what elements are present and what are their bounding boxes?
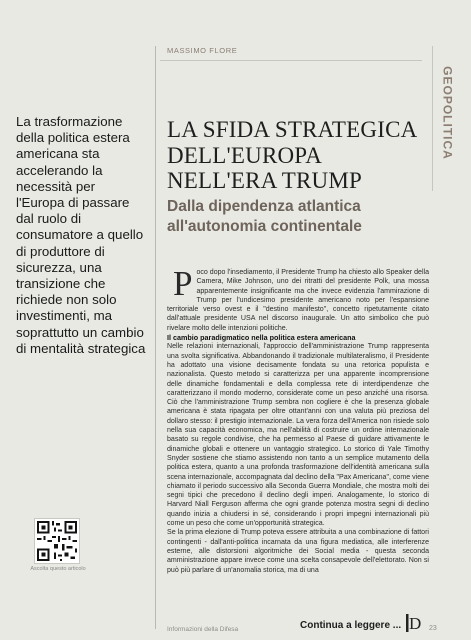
intro-text: oco dopo l'insediamento, il Presidente Trump ha chiesto allo Speaker della Camera, Mike Johnson, uno dei ritratti del presidente Polk, una mossa apparentemente insignificante ma che invece evidenzia l'ammirazione di Trump per l'undicesimo presidente americano noto per l'espansione territoriale verso ovest e il "destino manifesto", concetto ripetutamente citato dall'attuale presidente USA nel discorso inaugurale. Un atto simbolico che può rivelare molto delle intenzioni politiche. [167, 269, 429, 332]
qr-caption: Ascolta questo articolo [30, 566, 86, 572]
column-divider [155, 46, 156, 629]
body-paragraph: Se la prima elezione di Trump poteva essere attribuita a una combinazione di fattori contingenti - dall'anti-politica incarnata da una figura mediatica, alle interferenze esterne, alle distorsioni algoritmiche dei Social media - questa seconda amministrazione appare invece come una scelta consapevole dell'elettorato. Non si può più parlare di un'anomalia storica, ma di una [167, 529, 429, 574]
section-label: GEOPOLITICA [440, 66, 455, 160]
page-number: 23 [429, 625, 437, 632]
article-subtitle: Dalla dipendenza atlantica all'autonomia continentale [167, 198, 362, 235]
svg-text:D: D [409, 614, 422, 632]
intro-paragraph [167, 264, 429, 333]
header-rule [160, 60, 422, 61]
article-body [167, 264, 429, 575]
publication-name: Informazioni della Difesa [167, 626, 239, 633]
drop-cap: P [173, 264, 193, 303]
pull-quote: La trasformazione della politica estera americana sta accelerando la necessità per l'Europa di passare dal ruolo di consumatore a quello di produttore di sicurezza, una transizione che richiede non solo investimenti, ma soprattutto un cambio di mentalità strategica [16, 114, 146, 356]
qr-code[interactable] [34, 518, 80, 564]
article-title: LA SFIDA STRATEGICA DELL'EUROPA NELL'ERA TRUMP [167, 117, 417, 193]
author-name: MASSIMO FLORE [167, 46, 238, 55]
body-paragraph: Nelle relazioni internazionali, l'approccio dell'amministrazione Trump rappresenta una svolta significativa. Abbandonando il tradizionale multilateralismo, il Presidente ha adottato una visione decisamente fondata su una retorica populista e nazionalista. Questo metodo si caratterizza per una apparente incomprensione delle dinamiche fondamentali e della complessa rete di interdipendenze che caratterizzano il mondo moderno, considerate come un peso anziché una risorsa. Ciò che l'amministrazione Trump sembra non cogliere è che la presenza globale americana è stata ripagata per oltre ottant'anni con una valuta più preziosa del dollaro stesso: il prestigio internazionale. La vera forza dell'America non risiede solo nella sua capacità economica, ma nell'abilità di costruire un ordine internazionale basato su regole condivise, che ha permesso al Paese di guidare attivamente le dinamiche globali e ottenere un vantaggio strategico. Lo storico di Yale Timothy Snyder sostiene che stiamo assistendo non tanto a un semplice mutamento della politica estera, quanto a una profonda trasformazione dell'identità americana sulla scena internazionale, accompagnata dal declino della "Pax Americana", come viene chiamato il periodo successivo alla Seconda Guerra Mondiale, che mostra molti dei segni tipici che precedono il declino degli imperi. Analogamente, lo storico di Harvard Niall Ferguson afferma che ogni grande potenza mostra segni di declino quando inizia a chiudersi in sé, considerando i propri impegni internazionali più come un peso che come un'opportunità strategica. [167, 343, 429, 528]
section-tag [432, 46, 453, 191]
magazine-logo-icon [406, 614, 422, 632]
article-subhead: Il cambio paradigmatico nella politica estera americana [167, 333, 356, 343]
continue-reading-link[interactable]: Continua a leggere ... [300, 620, 402, 631]
